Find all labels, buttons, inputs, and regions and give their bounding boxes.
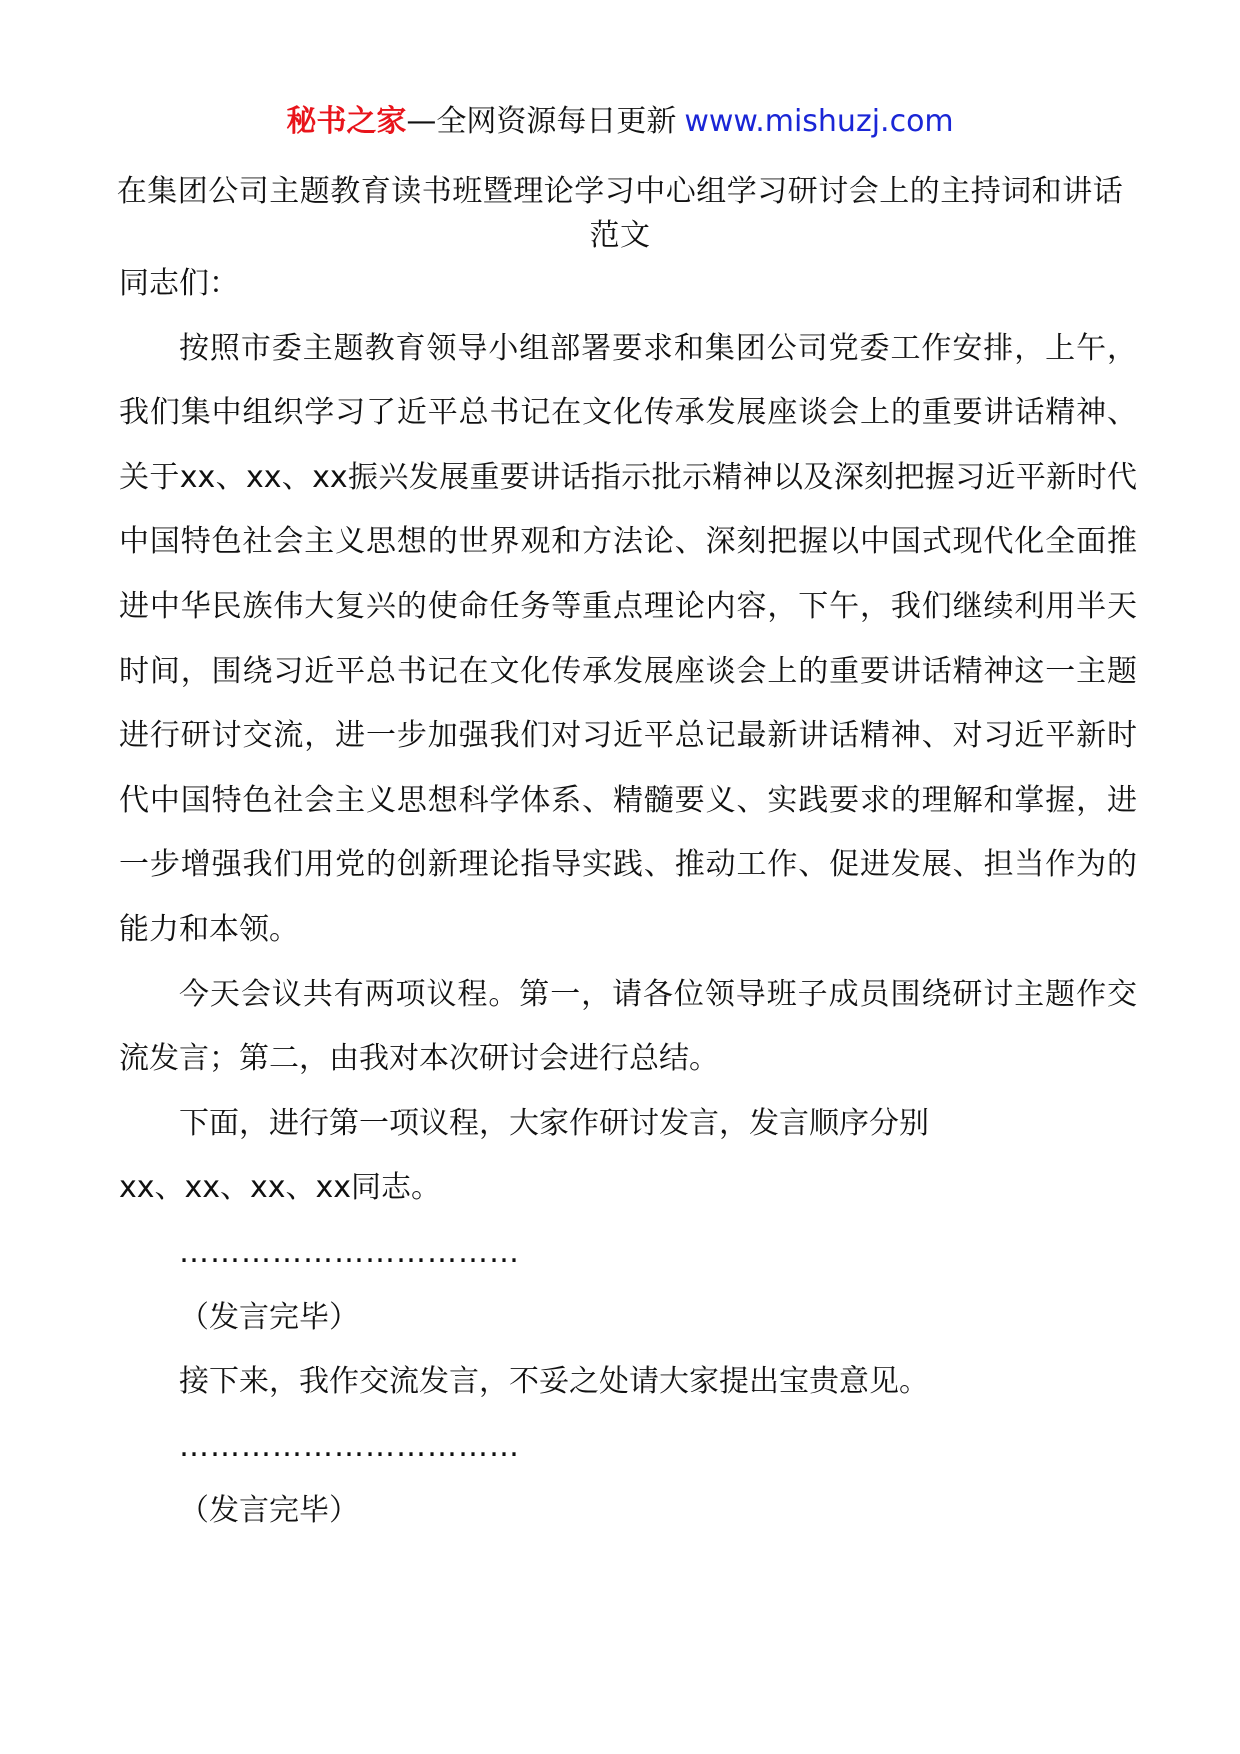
paragraph-agenda: 今天会议共有两项议程。第一，请各位领导班子成员围绕研讨主题作交流发言；第二，由我对本次研讨会进行总结。 — [119, 976, 1137, 1077]
brand-name: 秘书之家 — [286, 104, 407, 139]
speech-finished-note: （发言完毕） — [179, 1493, 359, 1529]
site-url-link[interactable]: www.mishuzj.com — [684, 104, 954, 139]
paragraph-next-speech: 接下来，我作交流发言，不妥之处请大家提出宝贵意见。 — [179, 1364, 929, 1400]
paragraph-first-item: 下面，进行第一项议程，大家作研讨发言，发言顺序分别 — [179, 1105, 929, 1141]
site-tagline: —全网资源每日更新 — [406, 104, 677, 139]
site-header — [0, 100, 1240, 144]
paragraph-speakers: xx、xx、xx、xx同志。 — [119, 1170, 442, 1206]
speech-finished-note: （发言完毕） — [179, 1299, 359, 1335]
salutation: 同志们： — [119, 266, 239, 301]
ellipsis-divider: …………………………… — [179, 1428, 520, 1464]
ellipsis-divider: …………………………… — [179, 1234, 520, 1270]
paragraph-intro: 按照市委主题教育领导小组部署要求和集团公司党委工作安排，上午，我们集中组织学习了近平总书记在文化传承发展座谈会上的重要讲话精神、关于xx、xx、xx振兴发展重要讲话指示批示精神以及深刻把握习近平新时代中国特色社会主义思想的世界观和方法论、深刻把握以中国式现代化全面推进中华民族伟大复兴的使命任务等重点理论内容，下午，我们继续利用半天时间，围绕习近平总书记在文化传承发展座谈会上的重要讲话精神这一主题进行研讨交流，进一步加强我们对习近平总记最新讲话精神、对习近平新时代中国特色社会主义思想科学体系、精髓要义、实践要求的理解和掌握，进一步增强我们用党的创新理论指导实践、推动工作、促进发展、担当作为的能力和本领。 — [119, 330, 1137, 947]
document-body — [119, 252, 1137, 1544]
document-title: 在集团公司主题教育读书班暨理论学习中心组学习研讨会上的主持词和讲话范文 — [116, 174, 1124, 253]
